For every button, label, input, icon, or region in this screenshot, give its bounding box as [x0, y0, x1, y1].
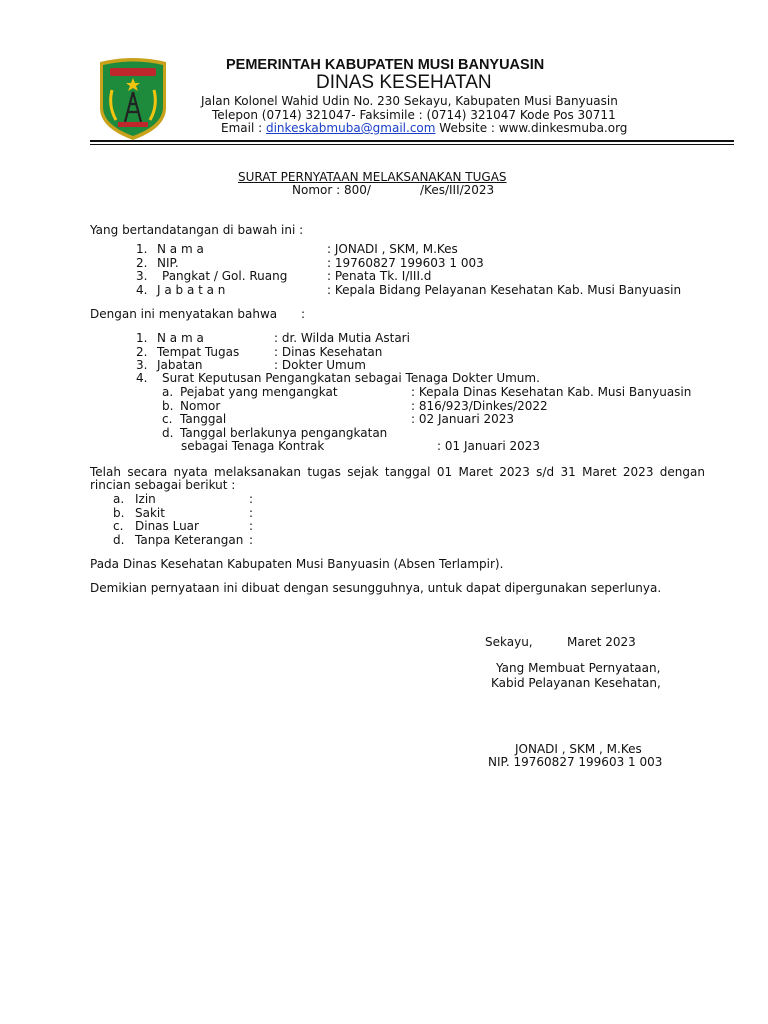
letter-number-label: Nomor : 800/	[292, 183, 371, 197]
effective-date-value: : 01 Januari 2023	[437, 439, 541, 453]
effective-date-label-cont: sebagai Tenaga Kontrak	[181, 439, 325, 453]
absence-sick-label: Sakit	[135, 506, 165, 520]
signer-name-value: : JONADI , SKM, M.Kes	[327, 242, 458, 256]
emblem-banner	[110, 68, 156, 76]
signatory-nip: NIP. 19760827 199603 1 003	[488, 755, 663, 769]
sublist-letter: d.	[162, 426, 174, 440]
subject-intro: Dengan ini menyatakan bahwa	[90, 307, 278, 321]
office-phone: Telepon (0714) 321047- Faksimile : (0714) 321047 Kode Pos 30711	[212, 108, 616, 122]
email-link[interactable]: dinkeskabmuba@gmail.com	[265, 121, 436, 135]
subject-name-label: N a m a	[157, 331, 204, 345]
list-number: 1.	[136, 331, 148, 345]
signatory-name: JONADI , SKM , M.Kes	[515, 742, 642, 756]
list-number: 3.	[136, 358, 148, 372]
signer-rank-label: Pangkat / Gol. Ruang	[162, 269, 288, 283]
signature-place: Sekayu,	[485, 635, 533, 649]
sublist-letter: a.	[162, 385, 174, 399]
absence-unexplained-label: Tanpa Keterangan	[135, 533, 244, 547]
location-note: Pada Dinas Kesehatan Kabupaten Musi Banyuasin (Absen Terlampir).	[90, 557, 504, 571]
subject-workplace-value: : Dinas Kesehatan	[274, 345, 383, 359]
letter-number-suffix: /Kes/III/2023	[420, 183, 495, 197]
absence-duty-value: :	[249, 519, 254, 533]
list-number: 4.	[136, 283, 148, 297]
list-number: 2.	[136, 345, 148, 359]
list-number: 4.	[136, 371, 148, 385]
signer-intro: Yang bertandatangan di bawah ini :	[90, 223, 304, 237]
government-name: PEMERINTAH KABUPATEN MUSI BANYUASIN	[226, 57, 545, 73]
sublist-letter: b.	[162, 399, 174, 413]
appointing-official-label: Pejabat yang mengangkat	[180, 385, 338, 399]
absence-duty-label: Dinas Luar	[135, 519, 199, 533]
statement-text-cont: rincian sebagai berikut :	[90, 478, 236, 492]
decree-number-value: : 816/923/Dinkes/2022	[411, 399, 548, 413]
sublist-letter: d.	[113, 533, 125, 547]
sublist-letter: c.	[113, 519, 124, 533]
signer-name-label: N a m a	[157, 242, 204, 256]
subject-position-label: Jabatan	[157, 358, 203, 372]
signature-role: Yang Membuat Pernyataan,	[496, 661, 661, 675]
closing-statement: Demikian pernyataan ini dibuat dengan sesungguhnya, untuk dapat dipergunakan seperlunya.	[90, 581, 662, 595]
letterhead-rule-thin	[90, 144, 734, 145]
subject-name-value: : dr. Wilda Mutia Astari	[274, 331, 410, 345]
list-number: 3.	[136, 269, 148, 283]
absence-unexplained-value: :	[249, 533, 254, 547]
decree-number-label: Nomor	[180, 399, 221, 413]
absence-permit-label: Izin	[135, 492, 156, 506]
decree-date-label: Tanggal	[180, 412, 227, 426]
emblem-base	[118, 122, 148, 127]
effective-date-label: Tanggal berlakunya pengangkatan	[180, 426, 388, 440]
office-contact	[221, 121, 627, 135]
signer-nip-value: : 19760827 199603 1 003	[327, 256, 484, 270]
subject-position-value: : Dokter Umum	[274, 358, 366, 372]
sublist-letter: c.	[162, 412, 173, 426]
signer-position-value: : Kepala Bidang Pelayanan Kesehatan Kab. Musi Banyuasin	[327, 283, 682, 297]
statement-text: Telah secara nyata melaksanakan tugas sejak tanggal 01 Maret 2023 s/d 31 Maret 2023 dengan	[90, 465, 705, 479]
regency-emblem-logo	[94, 56, 172, 142]
subject-workplace-label: Tempat Tugas	[157, 345, 240, 359]
decree-date-value: : 02 Januari 2023	[411, 412, 515, 426]
signature-role-cont: Kabid Pelayanan Kesehatan,	[491, 676, 661, 690]
office-name: DINAS KESEHATAN	[316, 72, 492, 93]
office-address: Jalan Kolonel Wahid Udin No. 230 Sekayu, Kabupaten Musi Banyuasin	[201, 94, 618, 108]
letterhead-rule-thick	[90, 140, 734, 142]
letter-title: SURAT PERNYATAAN MELAKSANAKAN TUGAS	[238, 170, 507, 184]
signer-position-label: J a b a t a n	[157, 283, 226, 297]
sublist-letter: a.	[113, 492, 125, 506]
subject-intro-colon: :	[301, 307, 306, 321]
signer-rank-value: : Penata Tk. I/III.d	[327, 269, 432, 283]
website-text: Website : www.dinkesmuba.org	[439, 121, 628, 135]
absence-sick-value: :	[249, 506, 254, 520]
email-label: Email :	[221, 121, 263, 135]
list-number: 2.	[136, 256, 148, 270]
signer-nip-label: NIP.	[157, 256, 179, 270]
sublist-letter: b.	[113, 506, 125, 520]
list-number: 1.	[136, 242, 148, 256]
decree-label: Surat Keputusan Pengangkatan sebagai Tenaga Dokter Umum.	[162, 371, 540, 385]
signature-date: Maret 2023	[567, 635, 636, 649]
appointing-official-value: : Kepala Dinas Kesehatan Kab. Musi Banyuasin	[411, 385, 692, 399]
absence-permit-value: :	[249, 492, 254, 506]
